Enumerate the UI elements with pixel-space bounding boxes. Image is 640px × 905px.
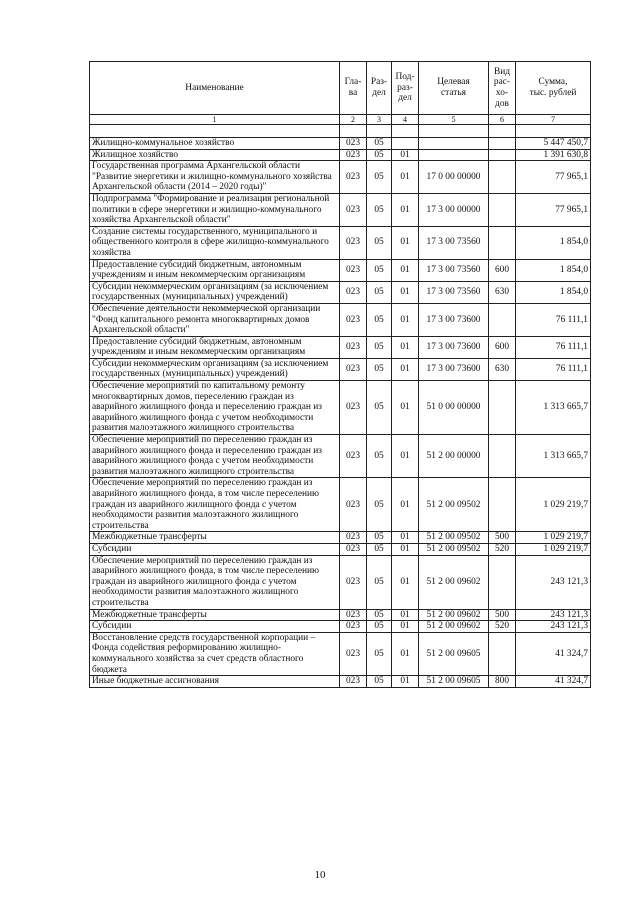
cell-glava: 023 — [340, 149, 367, 161]
cell-sum: 1 854,0 — [516, 259, 591, 281]
cell-razdel: 05 — [367, 621, 392, 633]
cell-target: 51 2 00 09605 — [419, 676, 489, 688]
table-row — [90, 621, 591, 633]
cell-target: 17 3 00 73560 — [419, 259, 489, 281]
cell-podrazdel: 01 — [392, 336, 419, 358]
cell-name: Межбюджетные трансферты — [90, 532, 340, 544]
cell-vid: 800 — [489, 676, 516, 688]
cell-razdel: 05 — [367, 532, 392, 544]
cell-vid: 500 — [489, 609, 516, 621]
cell-vid: 630 — [489, 358, 516, 380]
cell-razdel: 05 — [367, 336, 392, 358]
cell-sum: 243 121,3 — [516, 609, 591, 621]
cell-razdel: 05 — [367, 281, 392, 303]
cell-glava: 023 — [340, 161, 367, 194]
cell-sum: 76 111,1 — [516, 303, 591, 336]
cell-vid: 500 — [489, 532, 516, 544]
cell-target: 17 3 00 73560 — [419, 281, 489, 303]
cell-razdel: 05 — [367, 193, 392, 226]
cell-podrazdel: 01 — [392, 281, 419, 303]
header-glava: Гла- ва — [340, 62, 367, 115]
cell-podrazdel: 01 — [392, 381, 419, 435]
table-row — [90, 161, 591, 194]
column-number: 2 — [340, 115, 367, 125]
cell-name: Субсидии некоммерческим организациям (за исключением государственных (муниципальных) учреждений) — [90, 358, 340, 380]
cell-razdel: 05 — [367, 161, 392, 194]
table-row — [90, 259, 591, 281]
table-row — [90, 193, 591, 226]
cell-name: Жилищное хозяйство — [90, 149, 340, 161]
cell-glava: 023 — [340, 621, 367, 633]
cell-sum: 1 029 219,7 — [516, 532, 591, 544]
table-row — [90, 478, 591, 532]
cell-podrazdel: 01 — [392, 161, 419, 194]
cell-target: 51 2 00 09602 — [419, 621, 489, 633]
cell-vid — [489, 138, 516, 150]
cell-razdel: 05 — [367, 555, 392, 609]
header-target: Целевая статья — [419, 62, 489, 115]
cell-sum: 76 111,1 — [516, 336, 591, 358]
column-number-row — [90, 115, 591, 125]
cell-target: 51 2 00 09602 — [419, 555, 489, 609]
cell-razdel: 05 — [367, 358, 392, 380]
cell-sum: 1 313 665,7 — [516, 435, 591, 478]
table-row — [90, 149, 591, 161]
cell-podrazdel: 01 — [392, 149, 419, 161]
cell-target: 51 2 00 00000 — [419, 435, 489, 478]
cell-sum: 1 029 219,7 — [516, 478, 591, 532]
table-row — [90, 336, 591, 358]
cell-name: Государственная программа Архангельской области "Развитие энергетики и жилищно-коммунального хозяйства Архангельской области (2014 – 2020 годы)" — [90, 161, 340, 194]
cell-target: 51 2 00 09605 — [419, 632, 489, 675]
cell-razdel: 05 — [367, 478, 392, 532]
table-row — [90, 435, 591, 478]
cell-podrazdel: 01 — [392, 259, 419, 281]
cell-sum: 1 854,0 — [516, 226, 591, 259]
header-name: Наименование — [90, 62, 340, 115]
cell-target: 17 3 00 73600 — [419, 303, 489, 336]
table-header-row — [90, 62, 591, 115]
cell-glava: 023 — [340, 543, 367, 555]
cell-glava: 023 — [340, 138, 367, 150]
table-row — [90, 358, 591, 380]
cell-sum: 243 121,3 — [516, 621, 591, 633]
cell-podrazdel: 01 — [392, 555, 419, 609]
cell-glava: 023 — [340, 259, 367, 281]
cell-glava: 023 — [340, 358, 367, 380]
cell-glava: 023 — [340, 532, 367, 544]
cell-sum: 1 313 665,7 — [516, 381, 591, 435]
cell-name: Субсидии — [90, 621, 340, 633]
cell-podrazdel: 01 — [392, 435, 419, 478]
cell-glava: 023 — [340, 303, 367, 336]
cell-razdel: 05 — [367, 226, 392, 259]
cell-glava: 023 — [340, 632, 367, 675]
cell-vid — [489, 161, 516, 194]
cell-vid: 520 — [489, 621, 516, 633]
cell-razdel: 05 — [367, 381, 392, 435]
cell-sum: 77 965,1 — [516, 161, 591, 194]
cell-name: Обеспечение мероприятий по капитальному ремонту многоквартирных домов, переселению граждан из аварийного жилищного фонда и переселению граждан из аварийного жилищного фонда с учетом необходимости развития малоэтажного жилищного строительства — [90, 381, 340, 435]
cell-name: Обеспечение деятельности некоммерческой организации "Фонд капитального ремонта многоквартирных домов Архангельской области" — [90, 303, 340, 336]
cell-vid: 600 — [489, 259, 516, 281]
cell-target: 51 2 00 09502 — [419, 532, 489, 544]
cell-name: Предоставление субсидий бюджетным, автономным учреждениям и иным некоммерческим организациям — [90, 336, 340, 358]
cell-podrazdel: 01 — [392, 632, 419, 675]
cell-razdel: 05 — [367, 303, 392, 336]
column-number: 3 — [367, 115, 392, 125]
header-podrazdel: Под- раз- дел — [392, 62, 419, 115]
cell-glava: 023 — [340, 609, 367, 621]
cell-podrazdel: 01 — [392, 532, 419, 544]
cell-vid — [489, 149, 516, 161]
cell-name: Создание системы государственного, муниципального и общественного контроля в сфере жилищно-коммунального хозяйства — [90, 226, 340, 259]
cell-glava: 023 — [340, 676, 367, 688]
cell-glava: 023 — [340, 193, 367, 226]
cell-target: 17 3 00 73600 — [419, 358, 489, 380]
table-row — [90, 555, 591, 609]
cell-sum: 5 447 450,7 — [516, 138, 591, 150]
table-row — [90, 281, 591, 303]
cell-name: Межбюджетные трансферты — [90, 609, 340, 621]
cell-glava: 023 — [340, 336, 367, 358]
cell-target: 51 2 00 09502 — [419, 478, 489, 532]
cell-name: Иные бюджетные ассигнования — [90, 676, 340, 688]
cell-podrazdel: 01 — [392, 676, 419, 688]
cell-name: Обеспечение мероприятий по переселению граждан из аварийного жилищного фонда и переселению граждан из аварийного жилищного фонда с учетом необходимости развития малоэтажного жилищного строительства — [90, 435, 340, 478]
spacer-row — [90, 125, 591, 138]
cell-vid — [489, 632, 516, 675]
cell-podrazdel: 01 — [392, 193, 419, 226]
cell-vid — [489, 478, 516, 532]
cell-razdel: 05 — [367, 543, 392, 555]
cell-podrazdel: 01 — [392, 609, 419, 621]
cell-razdel: 05 — [367, 149, 392, 161]
cell-sum: 243 121,3 — [516, 555, 591, 609]
header-razdel: Раз- дел — [367, 62, 392, 115]
cell-name: Субсидии — [90, 543, 340, 555]
cell-podrazdel: 01 — [392, 226, 419, 259]
cell-razdel: 05 — [367, 259, 392, 281]
cell-target — [419, 149, 489, 161]
table-row — [90, 609, 591, 621]
cell-name: Обеспечение мероприятий по переселению граждан из аварийного жилищного фонда, в том числе переселению граждан из аварийного жилищного фонда с учетом необходимости развития малоэтажного жилищного строительства — [90, 555, 340, 609]
cell-glava: 023 — [340, 478, 367, 532]
cell-sum: 1 854,0 — [516, 281, 591, 303]
table-row — [90, 381, 591, 435]
cell-podrazdel — [392, 138, 419, 150]
cell-vid: 600 — [489, 336, 516, 358]
cell-podrazdel: 01 — [392, 543, 419, 555]
cell-sum: 1 391 630,8 — [516, 149, 591, 161]
cell-target: 51 2 00 09602 — [419, 609, 489, 621]
cell-glava: 023 — [340, 281, 367, 303]
cell-razdel: 05 — [367, 435, 392, 478]
cell-vid — [489, 226, 516, 259]
cell-target: 17 3 00 73560 — [419, 226, 489, 259]
cell-target — [419, 138, 489, 150]
cell-vid: 630 — [489, 281, 516, 303]
page-number: 10 — [314, 869, 326, 881]
cell-vid — [489, 303, 516, 336]
cell-name: Подпрограмма "Формирование и реализация региональной политики в сфере энергетики и жилищно-коммунального хозяйства Архангельской области" — [90, 193, 340, 226]
column-number: 7 — [516, 115, 591, 125]
cell-target: 17 0 00 00000 — [419, 161, 489, 194]
column-number: 6 — [489, 115, 516, 125]
table-row — [90, 138, 591, 150]
cell-vid — [489, 193, 516, 226]
cell-razdel: 05 — [367, 609, 392, 621]
cell-sum: 76 111,1 — [516, 358, 591, 380]
cell-podrazdel: 01 — [392, 303, 419, 336]
column-number: 1 — [90, 115, 340, 125]
header-sum: Сумма, тыс. рублей — [516, 62, 591, 115]
cell-podrazdel: 01 — [392, 621, 419, 633]
cell-sum: 77 965,1 — [516, 193, 591, 226]
header-vid: Вид рас- хо- дов — [489, 62, 516, 115]
cell-target: 51 0 00 00000 — [419, 381, 489, 435]
cell-target: 17 3 00 73600 — [419, 336, 489, 358]
table-row — [90, 543, 591, 555]
cell-vid — [489, 435, 516, 478]
cell-razdel: 05 — [367, 632, 392, 675]
cell-vid — [489, 381, 516, 435]
table-row — [90, 676, 591, 688]
cell-sum: 41 324,7 — [516, 676, 591, 688]
cell-name: Субсидии некоммерческим организациям (за исключением государственных (муниципальных) учреждений) — [90, 281, 340, 303]
table-row — [90, 226, 591, 259]
cell-glava: 023 — [340, 381, 367, 435]
cell-vid: 520 — [489, 543, 516, 555]
table-row — [90, 632, 591, 675]
cell-podrazdel: 01 — [392, 478, 419, 532]
budget-table — [89, 61, 591, 688]
cell-name: Восстановление средств государственной корпорации – Фонда содействия реформированию жилищно-коммунального хозяйства за счет средств областного бюджета — [90, 632, 340, 675]
cell-glava: 023 — [340, 435, 367, 478]
cell-razdel: 05 — [367, 676, 392, 688]
cell-name: Обеспечение мероприятий по переселению граждан из аварийного жилищного фонда, в том числе переселению граждан из аварийного жилищного фонда с учетом необходимости развития малоэтажного жилищного строительства — [90, 478, 340, 532]
cell-sum: 1 029 219,7 — [516, 543, 591, 555]
column-number: 5 — [419, 115, 489, 125]
cell-glava: 023 — [340, 226, 367, 259]
cell-name: Предоставление субсидий бюджетным, автономным учреждениям и иным некоммерческим организациям — [90, 259, 340, 281]
table-row — [90, 532, 591, 544]
cell-name: Жилищно-коммунальное хозяйство — [90, 138, 340, 150]
table-row — [90, 303, 591, 336]
cell-target: 51 2 00 09502 — [419, 543, 489, 555]
cell-podrazdel: 01 — [392, 358, 419, 380]
column-number: 4 — [392, 115, 419, 125]
cell-razdel: 05 — [367, 138, 392, 150]
cell-glava: 023 — [340, 555, 367, 609]
cell-target: 17 3 00 00000 — [419, 193, 489, 226]
cell-vid — [489, 555, 516, 609]
cell-sum: 41 324,7 — [516, 632, 591, 675]
